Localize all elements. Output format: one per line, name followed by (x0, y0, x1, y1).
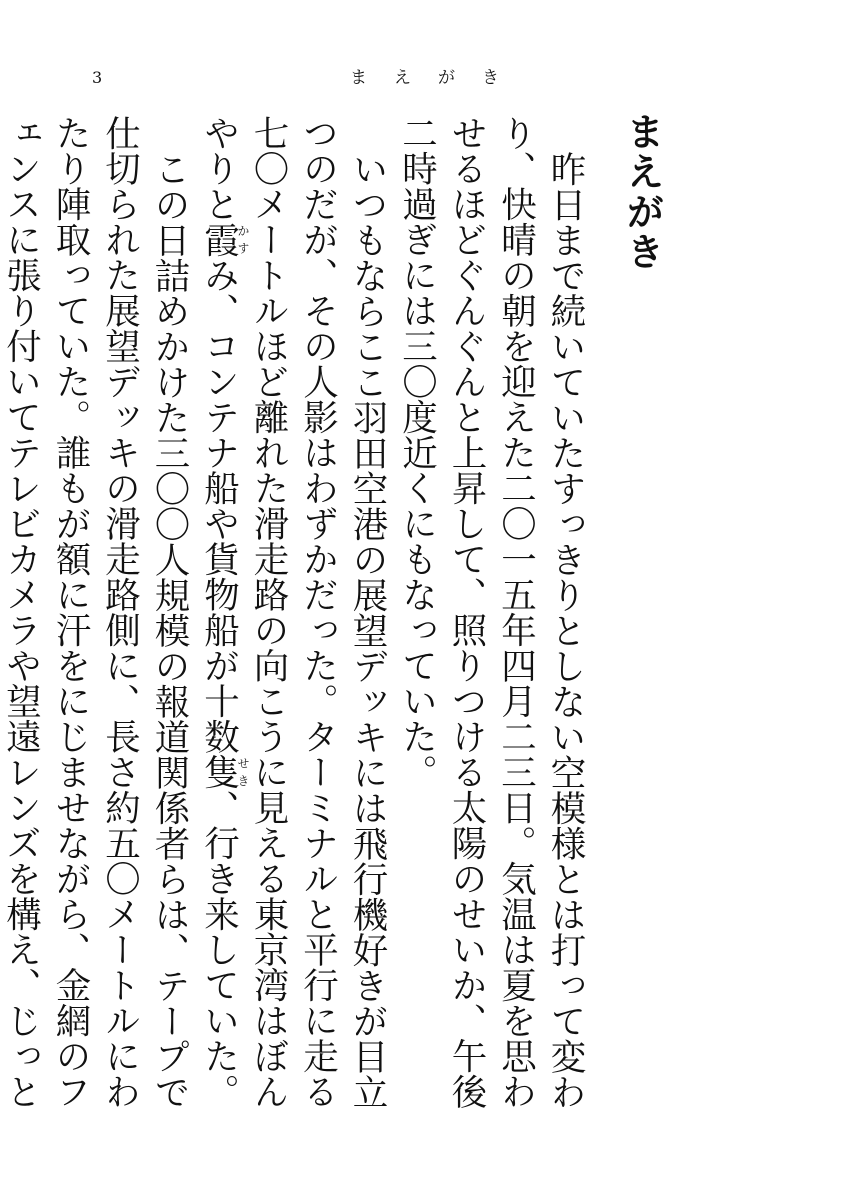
paragraph-2 (194, 115, 392, 1115)
chapter-title: まえがき (620, 112, 664, 272)
ruby-reading: かす (236, 221, 250, 257)
paragraph-1 (392, 115, 590, 1115)
ruby-kasu (198, 221, 250, 258)
ruby-base: 霞 (198, 221, 240, 257)
text-segment: 昨日まで続いていたすっきりとしない空模様とは打って変わり、快晴の朝を迎えた二〇一五年四月二三日。気温は夏を思わせるほどぐんぐんと上昇して、照りつける太陽のせいか、午後二時過ぎには三〇度近くにもなっていた。 (396, 115, 586, 1109)
text-segment: いつもならここ羽田空港の展望デッキには飛行機好きが目立つのだが、その人影はわずかだった。ターミナルと平行に走る七〇メートルほど離れた滑走路の向こうに見える東京湾はぼんやりと (198, 115, 388, 1109)
running-head: まえがき (350, 68, 526, 88)
ruby-reading: せき (236, 754, 250, 790)
text-segment: この日詰めかけた三〇〇人規模の報道関係者らは、テープで仕切られた展望デッキの滑走路側に、長さ約五〇メートルにわたり陣取っていた。誰もが額に汗をにじませながら、金網のフェンスに張り付いてテレビカメラや望遠レンズを構え、じっと (0, 115, 190, 1109)
ruby-seki (198, 754, 250, 790)
text-segment: 、行き来していた。 (198, 789, 240, 1109)
body-text (0, 115, 590, 1115)
page-number: 3 (92, 68, 103, 87)
text-segment: み、コンテナ船や貨物船が十数 (198, 257, 240, 754)
paragraph-3 (0, 115, 194, 1115)
ruby-base: 隻 (198, 754, 240, 790)
